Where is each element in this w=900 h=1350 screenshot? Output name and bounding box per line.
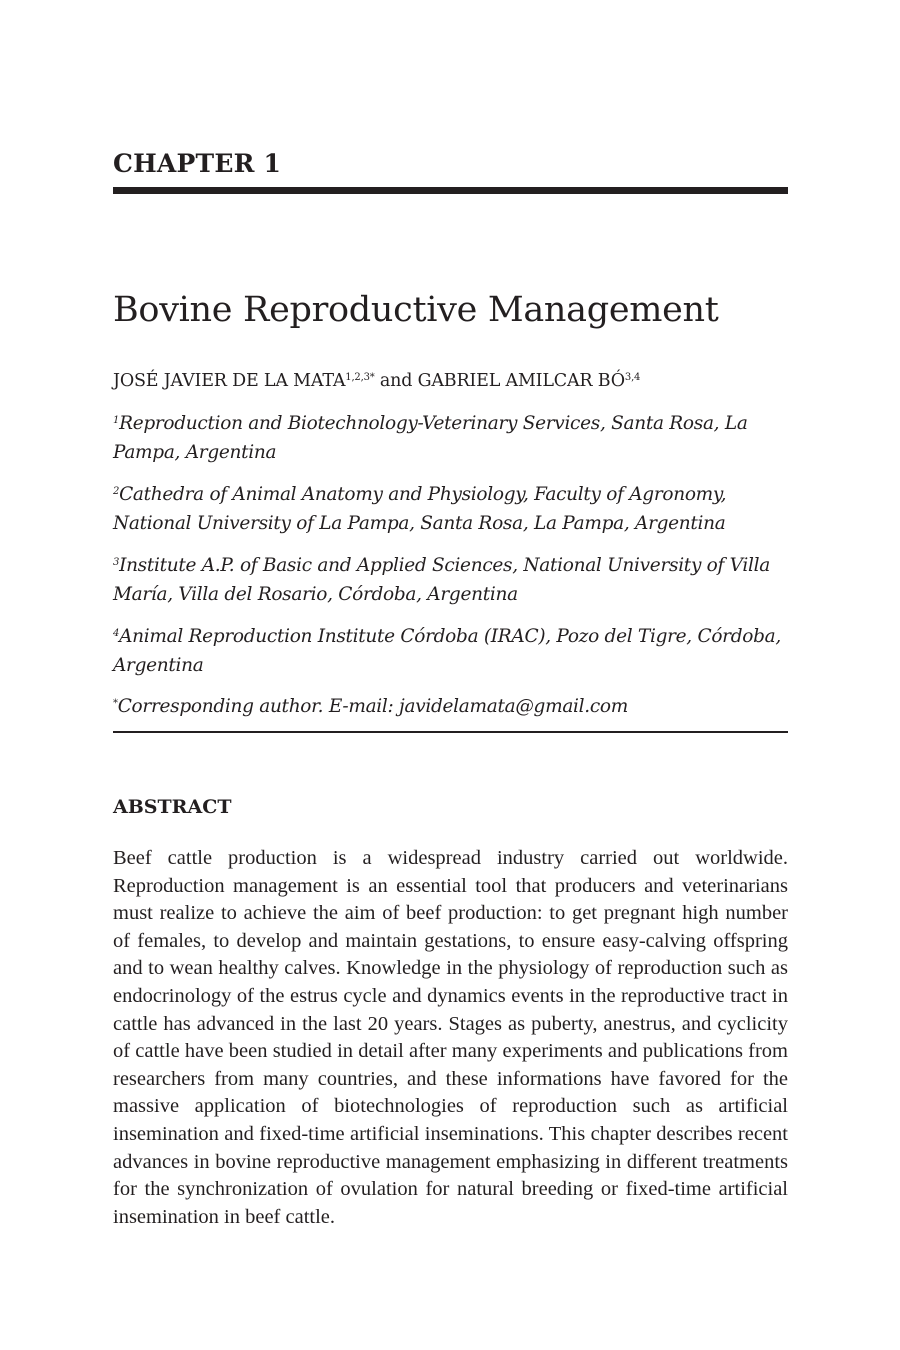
chapter-label: CHAPTER 1	[113, 149, 282, 178]
affiliation-text: Cathedra of Animal Anatomy and Physiology, Faculty of Agronomy, National University of La Pampa, Santa Rosa, La Pampa, Argentina	[113, 484, 727, 534]
affiliation-text: Reproduction and Biotechnology-Veterinary Services, Santa Rosa, La Pampa, Argentina	[113, 413, 748, 463]
abstract-body: Beef cattle production is a widespread industry carried out worldwide. Reproduction management is an essential tool that producers and veterinarians must realize to achieve the aim of beef production: to get pregnant high number of females, to develop and maintain gestations, to ensure easy-calving offspring and to wean healthy calves. Knowledge in the physiology of reproduction such as endocrinology of the estrus cycle and dynamics events in the reproductive tract in cattle has advanced in the last 20 years. Stages as puberty, anestrus, and cyclicity of cattle have been studied in detail after many experiments and publications from researchers from many countries, and these informations have favored for the massive application of biotechnologies of reproduction such as artificial insemination and fixed-time artificial inseminations. This chapter describes recent advances in bovine reproductive management emphasizing in different treatments for the synchronization of ovulation for natural breeding or fixed-time artificial insemination in beef cattle.	[113, 847, 788, 1228]
affiliations-rule	[113, 731, 788, 733]
affiliation-number: 1	[113, 415, 120, 426]
chapter-title: Bovine Reproductive Management	[113, 290, 719, 330]
author-connector: and	[374, 371, 418, 391]
corresponding-author	[113, 692, 793, 721]
corresponding-text: Corresponding author. E-mail: javidelamata@gmail.com	[117, 696, 629, 717]
author-affiliation-marks: 1,2,3*	[345, 372, 375, 383]
affiliation-1	[113, 409, 793, 467]
affiliation-text: Institute A.P. of Basic and Applied Sciences, National University of Villa María, Villa del Rosario, Córdoba, Argentina	[113, 555, 770, 605]
affiliation-number: 3	[113, 557, 120, 568]
chapter-heading-rule	[113, 187, 788, 194]
author-affiliation-marks: 3,4	[624, 372, 641, 383]
author-name: GABRIEL AMILCAR BÓ	[417, 371, 625, 391]
affiliation-4	[113, 622, 793, 680]
affiliation-number: 4	[113, 628, 120, 639]
affiliation-number: 2	[113, 486, 120, 497]
affiliation-3	[113, 551, 793, 609]
affiliation-text: Animal Reproduction Institute Córdoba (IRAC), Pozo del Tigre, Córdoba, Argentina	[113, 626, 781, 676]
affiliation-2	[113, 480, 793, 538]
author-name: JOSÉ JAVIER DE LA MATA	[113, 371, 346, 391]
author-line	[113, 368, 640, 394]
abstract-heading: ABSTRACT	[113, 796, 232, 818]
corresponding-mark: *	[113, 698, 118, 709]
